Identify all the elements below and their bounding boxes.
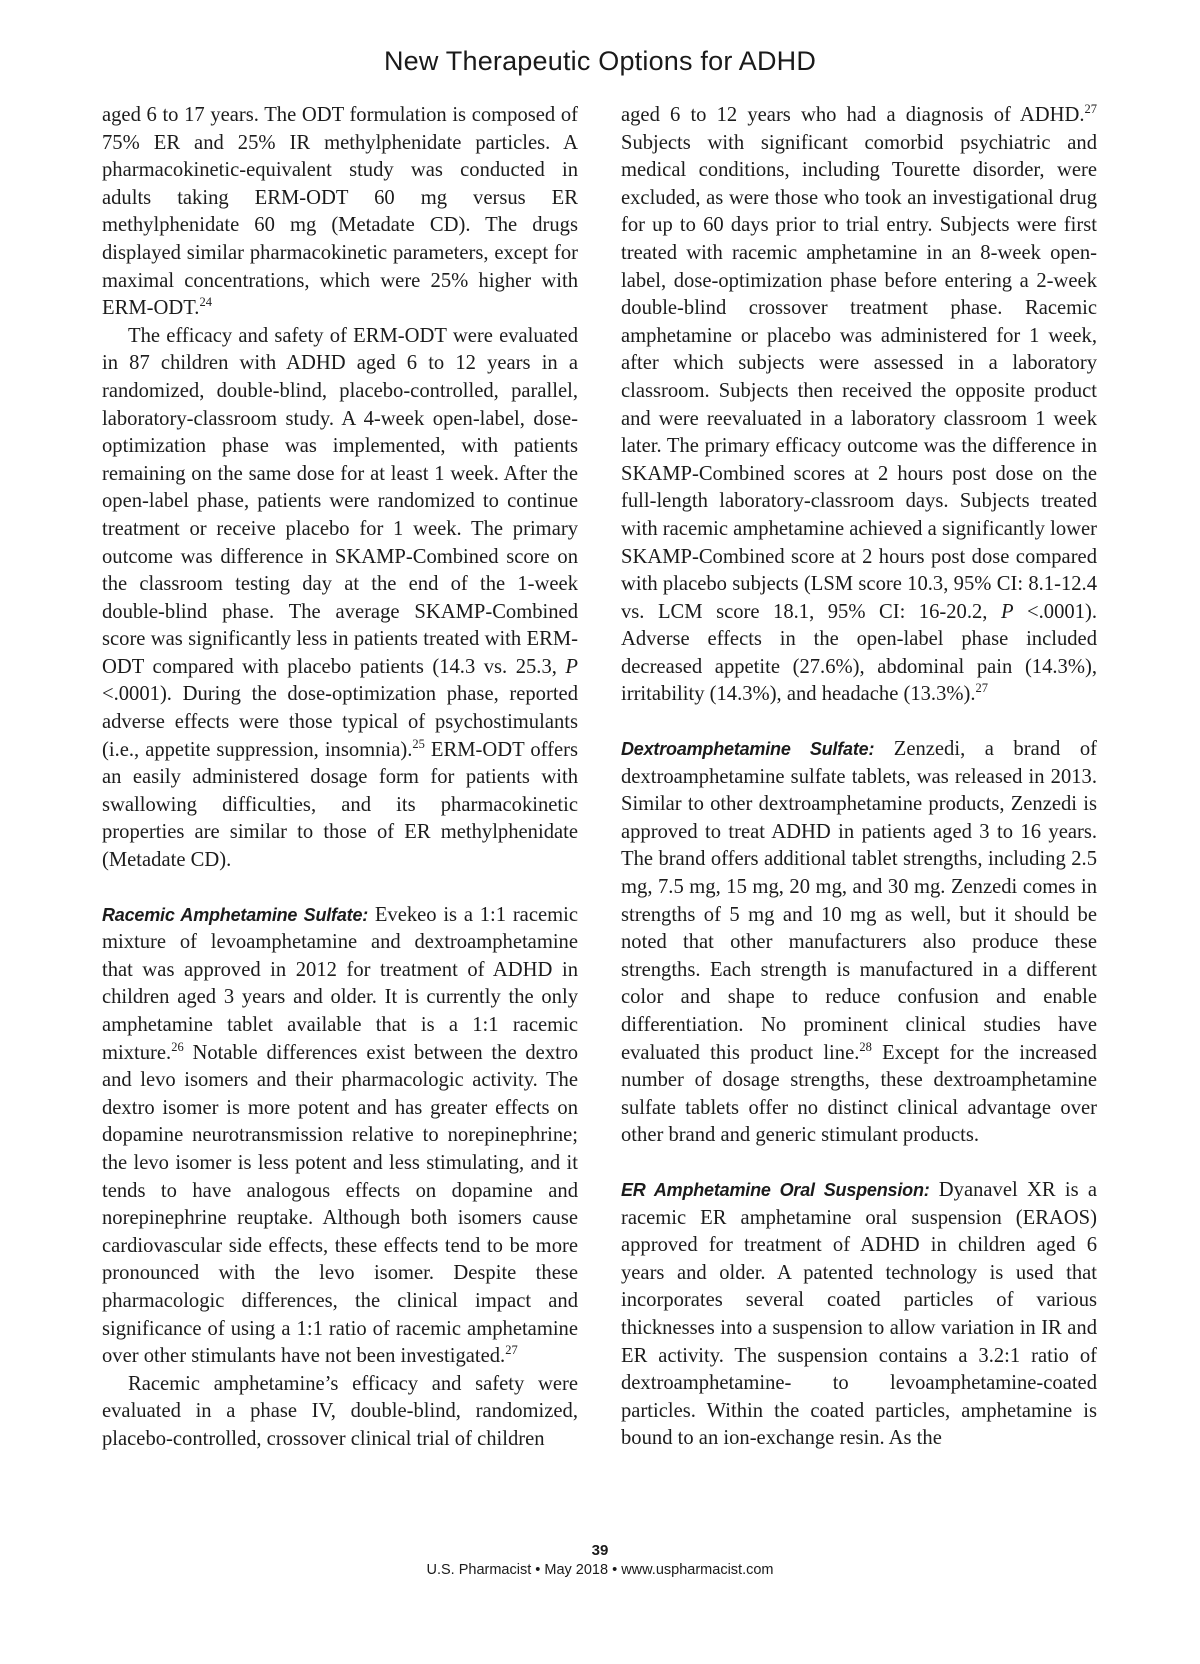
paragraph-text: The efficacy and safety of ERM-ODT were evaluated in 87 children with ADHD aged 6 to 12 years in a randomized, double-blind, placebo-controlled, parallel, laboratory-classroom study. A 4-week open-label, dose-optimization phase was implemented, with patients remaining on the same dose for at least 1 week. After the open-label phase, patients were randomized to continue treatment or receive placebo for 1 week. The primary outcome was difference in SKAMP-Combined score on the classroom testing day at the end of the 1-week double-blind phase. The average SKAMP-Combined score was significantly less in patients treated with ERM-ODT compared with placebo patients (14.3 vs. 25.3, bbox=[102, 324, 578, 678]
paragraph-erm-odt-efficacy bbox=[102, 323, 578, 875]
paragraph-text: aged 6 to 17 years. The ODT formulation is composed of 75% ER and 25% IR methylphenidate particles. A pharmacokinetic-equivalent study was conducted in adults taking ERM-ODT 60 mg versus ER methylphenidate 60 mg (Metadate CD). The drugs displayed similar pharmacokinetic parameters, except for maximal concentrations, which were 25% higher with ERM-ODT. bbox=[102, 104, 578, 320]
reference-superscript: 24 bbox=[199, 295, 212, 310]
reference-superscript: 27 bbox=[975, 681, 989, 696]
paragraph-racemic-trial-continued bbox=[621, 102, 1097, 709]
page-number: 39 bbox=[591, 1542, 609, 1559]
p-value-symbol: P bbox=[1000, 600, 1014, 623]
section-racemic-amphetamine bbox=[102, 902, 578, 1371]
paragraph-text: Notable differences exist between the dextro and levo isomers and their pharmacologic activity. The dextro isomer is more potent and has greater effects on dopamine neurotransmission relative to norepinephrine; the levo isomer is less potent and less stimulating, and it tends to have analogous effects on dopamine and norepinephrine reuptake. Although both isomers cause cardiovascular side effects, these effects tend to be more pronounced with the levo isomer. Despite these pharmacologic differences, the clinical impact and significance of using a 1:1 ratio of racemic amphetamine over other stimulants have not been investigated. bbox=[102, 1041, 578, 1368]
paragraph-text: Dyanavel XR is a racemic ER amphetamine oral suspension (ERAOS) approved for treatment of ADHD in children aged 6 years and older. A patented technology is used that incorporates several coated particles of various thicknesses into a suspension to allow variation in IR and ER activity. The suspension contains a 3.2:1 ratio of dextroamphetamine- to levoamphetamine-coated particles. Within the coated particles, amphetamine is bound to an ion-exchange resin. As the bbox=[621, 1178, 1097, 1450]
paragraph-text: Zenzedi, a brand of dextroamphetamine sulfate tablets, was released in 2013. Similar to other dextroamphetamine products, Zenzedi is approved to treat ADHD in patients aged 3 to 16 years. The brand offers additional tablet strengths, including 2.5 mg, 7.5 mg, 15 mg, 20 mg, and 30 mg. Zenzedi comes in strengths of 5 mg and 10 mg as well, but it should be noted that other manufacturers also produce these strengths. Each strength is manufactured in a different color and shape to reduce confusion and enable differentiation. No prominent clinical studies have evaluated this product line. bbox=[621, 738, 1097, 1064]
section-er-amphetamine-suspension bbox=[621, 1177, 1097, 1453]
paragraph-text: <.0001). Adverse effects in the open-label phase included decreased appetite (27.6%), abdominal pain (14.3%), irritability (14.3%), and headache (13.3%). bbox=[621, 600, 1098, 706]
reference-superscript: 27 bbox=[505, 1343, 518, 1358]
left-column bbox=[102, 102, 578, 1454]
paragraph-text: Evekeo is a 1:1 racemic mixture of levoamphetamine and dextroamphetamine that was approved in 2012 for treatment of ADHD in children aged 3 years and older. It is currently the only amphetamine tablet available that is a 1:1 racemic mixture. bbox=[102, 903, 578, 1064]
reference-superscript: 25 bbox=[412, 736, 425, 751]
paragraph-text: aged 6 to 12 years who had a diagnosis of ADHD. bbox=[621, 104, 1085, 126]
p-value-symbol: P bbox=[565, 655, 578, 678]
reference-superscript: 28 bbox=[859, 1039, 872, 1054]
paragraph-racemic-trial bbox=[102, 1371, 578, 1454]
paragraph-text: Except for the increased number of dosage strengths, these dextroamphetamine sulfate tablets offer no distinct clinical advantage over other brand and generic stimulant products. bbox=[621, 1041, 1097, 1147]
paragraph-text: Racemic amphetamine’s efficacy and safety were evaluated in a phase IV, double-blind, randomized, placebo-controlled, crossover clinical trial of children bbox=[102, 1372, 578, 1450]
running-header: New Therapeutic Options for ADHD bbox=[383, 46, 817, 76]
reference-superscript: 26 bbox=[171, 1039, 184, 1054]
paragraph-erm-odt-pk bbox=[102, 102, 578, 323]
section-heading: Dextroamphetamine Sulfate: bbox=[621, 739, 875, 760]
publication-footer: U.S. Pharmacist • May 2018 • www.uspharmacist.com bbox=[426, 1562, 774, 1578]
section-heading: Racemic Amphetamine Sulfate: bbox=[102, 904, 369, 925]
paragraph-text: ERM-ODT offers an easily administered dosage form for patients with swallowing difficulties, and its pharmacokinetic properties are similar to those of ER methylphenidate (Metadate CD). bbox=[102, 738, 578, 872]
section-heading: ER Amphetamine Oral Suspension: bbox=[621, 1179, 930, 1200]
right-column bbox=[621, 102, 1097, 1453]
section-dextroamphetamine bbox=[621, 736, 1097, 1150]
reference-superscript: 27 bbox=[1084, 102, 1097, 117]
paragraph-text: Subjects with significant comorbid psychiatric and medical conditions, including Tourette disorder, were excluded, as were those who took an investigational drug for up to 60 days prior to trial entry. Subjects were first treated with racemic amphetamine in an 8-week open-label, dose-optimization phase before entering a 2-week double-blind crossover treatment phase. Racemic amphetamine or placebo was administered for 1 week, after which subjects were assessed in a laboratory classroom. Subjects then received the opposite product and were reevaluated in a laboratory classroom 1 week later. The primary efficacy outcome was the difference in SKAMP-Combined scores at 2 hours post dose on the full-length laboratory-classroom days. Subjects treated with racemic amphetamine achieved a significantly lower SKAMP-Combined score at 2 hours post dose compared with placebo subjects (LSM score 10.3, 95% CI: 8.1-12.4 vs. LCM score 18.1, 95% CI: 16-20.2, bbox=[621, 131, 1097, 623]
paragraph-text: <.0001). During the dose-optimization phase, reported adverse effects were those typical of psychostimulants (i.e., appetite suppression, insomnia). bbox=[102, 683, 578, 761]
